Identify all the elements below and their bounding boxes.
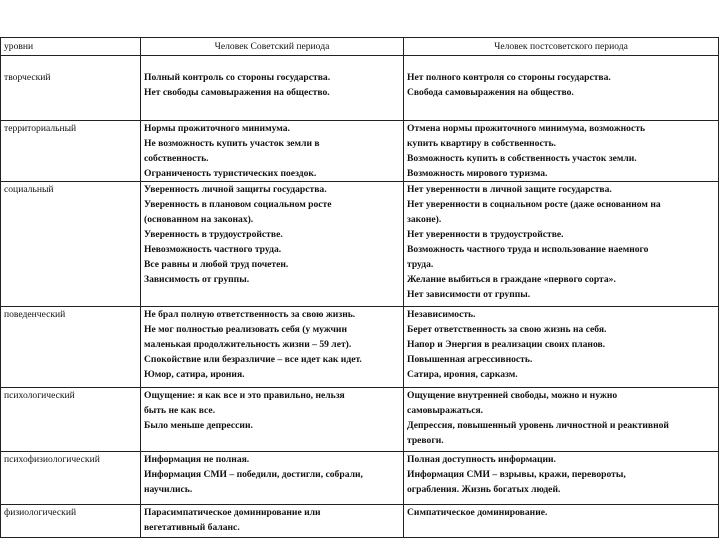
cell-line: Депрессия, повышенный уровень личностной и реактивной [407, 420, 669, 431]
header-post-soviet: Человек постсоветского периода [404, 38, 719, 56]
post-soviet-cell [404, 388, 719, 452]
table-row [1, 307, 719, 388]
soviet-cell [141, 182, 404, 307]
header-levels: уровни [1, 38, 141, 56]
cell-line: самовыражаться. [407, 405, 484, 416]
cell-line: Нет зависимости от группы. [407, 289, 531, 300]
soviet-cell [141, 388, 404, 452]
header-row [1, 38, 719, 56]
cell-line: Возможность мирового туризма. [407, 168, 548, 179]
cell-line: ограбления. Жизнь богатых людей. [407, 484, 561, 495]
soviet-cell [141, 505, 404, 538]
cell-line: Свобода самовыражения на общество. [407, 87, 574, 98]
cell-line: быть не как все. [144, 405, 216, 416]
soviet-cell [141, 307, 404, 388]
cell-line: Возможность купить в собственность участок земли. [407, 153, 637, 164]
cell-line: Нет уверенности в трудоустройстве. [407, 229, 564, 240]
cell-line: Было меньше депрессии. [144, 420, 253, 431]
cell-line: купить квартиру в собственность. [407, 138, 556, 149]
cell-line: Нет уверенности в личной защите государства. [407, 184, 612, 195]
cell-line: собственность. [144, 153, 209, 164]
cell-line: Сатира, ирония, сарказм. [407, 369, 518, 380]
table-row [1, 56, 719, 121]
cell-line: Симпатическое доминирование. [407, 507, 548, 518]
post-soviet-cell [404, 121, 719, 182]
soviet-cell [141, 121, 404, 182]
table-row [1, 452, 719, 505]
cell-line: научились. [144, 484, 193, 495]
level-cell: поведенческий [1, 307, 141, 388]
cell-line: Полная доступность информации. [407, 454, 556, 465]
soviet-cell [141, 56, 404, 121]
level-cell: психологический [1, 388, 141, 452]
cell-line: Парасимпатическое доминирование или [144, 507, 321, 518]
post-soviet-cell [404, 307, 719, 388]
cell-line: законе). [407, 214, 442, 225]
level-cell: творческий [1, 56, 141, 121]
level-cell: физиологический [1, 505, 141, 538]
table-row [1, 388, 719, 452]
cell-line: Информация не полная. [144, 454, 250, 465]
cell-line: маленькая продолжительность жизни – 59 лет). [144, 339, 352, 350]
cell-line: Уверенность в трудоустройстве. [144, 229, 283, 240]
cell-line: Не мог полностью реализовать себя (у мужчин [144, 324, 347, 335]
cell-line: Юмор, сатира, ирония. [144, 369, 245, 380]
cell-line: Информация СМИ – взрывы, кражи, перевороты, [407, 469, 626, 480]
cell-line: Независимость. [407, 309, 476, 320]
cell-line: Уверенность личной защиты государства. [144, 184, 327, 195]
cell-line: Ощущение внутренней свободы, можно и нужно [407, 390, 618, 401]
cell-line: Спокойствие или безразличие – все идет как идет. [144, 354, 362, 365]
cell-line: труда. [407, 259, 434, 270]
cell-line: Зависимость от группы. [144, 274, 250, 285]
cell-line: Невозможность частного труда. [144, 244, 282, 255]
cell-line: Нет уверенности в социальном росте (даже основанном на [407, 199, 661, 210]
cell-line: Отмена нормы прожиточного минимума, возможность [407, 123, 646, 134]
header-soviet: Человек Советский периода [141, 38, 404, 56]
cell-line: Информация СМИ – победили, достигли, собрали, [144, 469, 363, 480]
cell-line: вегетативный баланс. [144, 522, 240, 533]
cell-line: Напор и Энергия в реализации своих планов. [407, 339, 606, 350]
level-cell: психофизиологический [1, 452, 141, 505]
cell-line: Ощущение: я как все и это правильно, нельзя [144, 390, 345, 401]
cell-line: тревоги. [407, 435, 444, 446]
cell-line: (основанном на законах). [144, 214, 254, 225]
cell-line: Не возможность купить участок земли в [144, 138, 320, 149]
cell-line: Нет полного контроля со стороны государства. [407, 72, 611, 83]
cell-line: Нормы прожиточного минимума. [144, 123, 290, 134]
cell-line: Не брал полную ответственность за свою жизнь. [144, 309, 356, 320]
cell-line: Берет ответственность за свою жизнь на себя. [407, 324, 607, 335]
post-soviet-cell [404, 56, 719, 121]
cell-line: Ограниченость туристических поездок. [144, 168, 317, 179]
post-soviet-cell [404, 505, 719, 538]
post-soviet-cell [404, 182, 719, 307]
comparison-table [0, 37, 719, 538]
cell-line: Желание выбиться в граждане «первого сорта». [407, 274, 616, 285]
cell-line: Повышенная агрессивность. [407, 354, 533, 365]
post-soviet-cell [404, 452, 719, 505]
cell-line: Все равны и любой труд почетен. [144, 259, 289, 270]
table-row [1, 182, 719, 307]
table-row [1, 121, 719, 182]
cell-line: Возможность частного труда и использование наемного [407, 244, 649, 255]
soviet-cell [141, 452, 404, 505]
level-cell: социальный [1, 182, 141, 307]
level-cell: территориальный [1, 121, 141, 182]
table-row [1, 505, 719, 538]
cell-line: Полный контроль со стороны государства. [144, 72, 331, 83]
cell-line: Уверенность в плановом социальном росте [144, 199, 332, 210]
cell-line: Нет свободы самовыражения на общество. [144, 87, 330, 98]
